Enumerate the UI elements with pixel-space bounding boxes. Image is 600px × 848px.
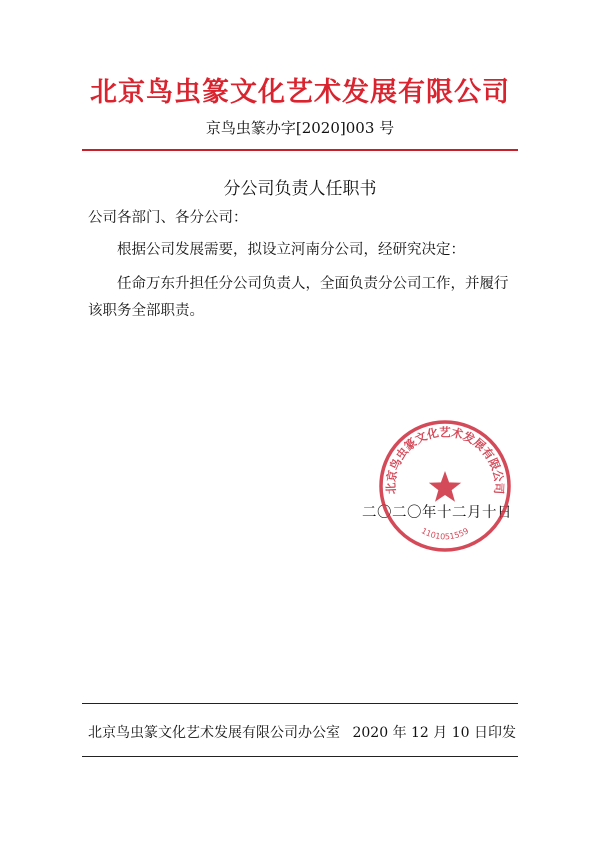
body-paragraph-1: 根据公司发展需要，拟设立河南分公司，经研究决定：: [117, 242, 465, 258]
salutation: 公司各部门、各分公司：: [88, 210, 248, 226]
footer-bottom-rule: [82, 756, 518, 757]
organization-title: 北京鸟虫篆文化艺术发展有限公司: [90, 77, 510, 108]
seal-ring-text: 北京鸟虫篆文化艺术发展有限公司: [383, 425, 507, 495]
header-red-divider: [82, 149, 518, 151]
company-seal-icon: [375, 416, 515, 556]
footer-issue-date: 2020 年 12 月 10 日印发: [352, 725, 516, 741]
footer-top-rule: [82, 703, 518, 704]
document-number: 京鸟虫篆办字[2020]003 号: [205, 119, 395, 137]
seal-code: 1101051559: [419, 526, 471, 542]
body-paragraph-2: 任命万东升担任分公司负责人，全面负责分公司工作，并履行该职务全部职责。: [88, 276, 509, 319]
signature-date: 二〇二〇年十二月十日: [362, 505, 512, 521]
document-title: 分公司负责人任职书: [223, 179, 377, 199]
footer-office: 北京鸟虫篆文化艺术发展有限公司办公室: [88, 725, 340, 741]
svg-text:1101051559: [420, 526, 470, 541]
